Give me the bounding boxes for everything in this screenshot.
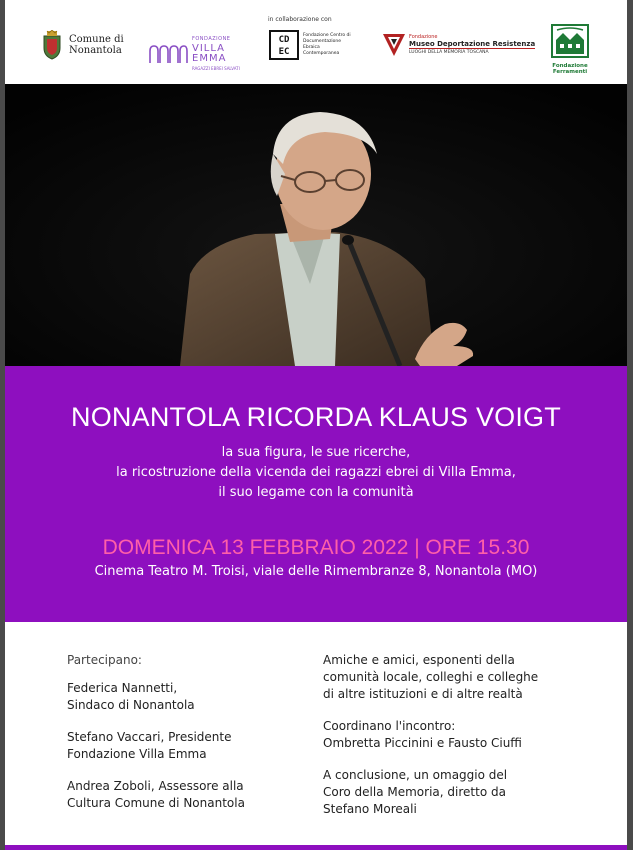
villa-emma-mark-icon xyxy=(148,43,188,65)
participant-line: Ombretta Piccinini e Fausto Ciuffi xyxy=(323,736,522,750)
participant-line: Fondazione Villa Emma xyxy=(67,747,207,761)
subtitle-line: la sua figura, le sue ricerche, xyxy=(221,445,411,460)
participant-line: Cultura Comune di Nonantola xyxy=(67,796,245,810)
participants-intro: Partecipano: xyxy=(67,653,142,667)
participant-item xyxy=(323,718,583,752)
comune-line1: Comune di xyxy=(69,34,124,45)
villa-emma-line2: EMMA xyxy=(192,53,227,64)
participant-item xyxy=(67,729,307,763)
event-venue: Cinema Teatro M. Troisi, viale delle Rimembranze 8, Nonantola (MO) xyxy=(94,564,538,579)
museo-line1: Fondazione xyxy=(409,34,438,40)
participant-line: Sindaco di Nonantola xyxy=(67,698,195,712)
speaker-photo xyxy=(5,84,627,366)
logo-museo-deportazione xyxy=(382,32,535,58)
participant-line: Stefano Moreali xyxy=(323,802,417,816)
logo-cdec xyxy=(269,30,351,60)
ferramenti-line2: Ferramenti xyxy=(552,69,588,75)
participant-line: Andrea Zoboli, Assessore alla xyxy=(67,779,244,793)
subtitle-line: il suo legame con la comunità xyxy=(218,485,414,500)
triangle-emblem-icon xyxy=(382,32,406,58)
poster-page xyxy=(5,0,627,850)
participant-line: Coordinano l'incontro: xyxy=(323,719,456,733)
participant-line: Federica Nannetti, xyxy=(67,681,178,695)
participants-left-column xyxy=(67,652,307,827)
event-title: NONANTOLA RICORDA KLAUS VOIGT xyxy=(71,402,561,432)
event-datetime: DOMENICA 13 FEBBRAIO 2022 | ORE 15.30 xyxy=(102,536,530,559)
event-subtitle xyxy=(5,443,627,503)
cdec-mark-line1: CD xyxy=(278,35,290,45)
ferramenti-line1: Fondazione xyxy=(552,63,588,69)
museo-line3: LUOGHI DELLA MEMORIA TOSCANA xyxy=(409,50,489,55)
participant-item xyxy=(67,778,307,812)
globe-house-icon xyxy=(551,24,589,58)
cdec-mark-line2: EC xyxy=(278,47,290,57)
museo-line2: Museo Deportazione Resistenza xyxy=(409,40,536,48)
logo-fondazione-villa-emma xyxy=(148,34,240,74)
speaker-illustration xyxy=(5,84,627,366)
participant-line: Coro della Memoria, diretto da xyxy=(323,785,506,799)
event-band xyxy=(5,366,627,622)
participant-line: di altre istituzioni e di altre realtà xyxy=(323,687,523,701)
participant-item xyxy=(323,767,583,818)
logo-bar xyxy=(5,0,627,84)
cdec-mark xyxy=(269,30,299,60)
villa-emma-line1: VILLA xyxy=(192,43,226,54)
villa-emma-sub: RAGAZZI EBREI SALVATI xyxy=(192,66,240,71)
participant-item xyxy=(67,680,307,714)
cdec-text: Fondazione Centro di Documentazione Ebraica Contemporanea xyxy=(303,33,351,56)
collab-label: in collaborazione con xyxy=(268,16,332,23)
participant-line: A conclusione, un omaggio del xyxy=(323,768,508,782)
bottom-strip xyxy=(5,845,627,850)
comune-line2: Nonantola xyxy=(69,45,122,56)
participants-right-column xyxy=(323,652,583,833)
logo-fondazione-ferramenti xyxy=(548,24,592,75)
coat-of-arms-icon xyxy=(41,30,63,60)
participant-line: comunità locale, colleghi e colleghe xyxy=(323,670,539,684)
logo-comune-di-nonantola xyxy=(41,30,124,60)
participant-line: Amiche e amici, esponenti della xyxy=(323,653,515,667)
villa-emma-small: FONDAZIONE xyxy=(192,36,231,42)
subtitle-line: la ricostruzione della vicenda dei ragazzi ebrei di Villa Emma, xyxy=(116,465,516,480)
participant-item xyxy=(323,652,583,703)
participant-line: Stefano Vaccari, Presidente xyxy=(67,730,232,744)
